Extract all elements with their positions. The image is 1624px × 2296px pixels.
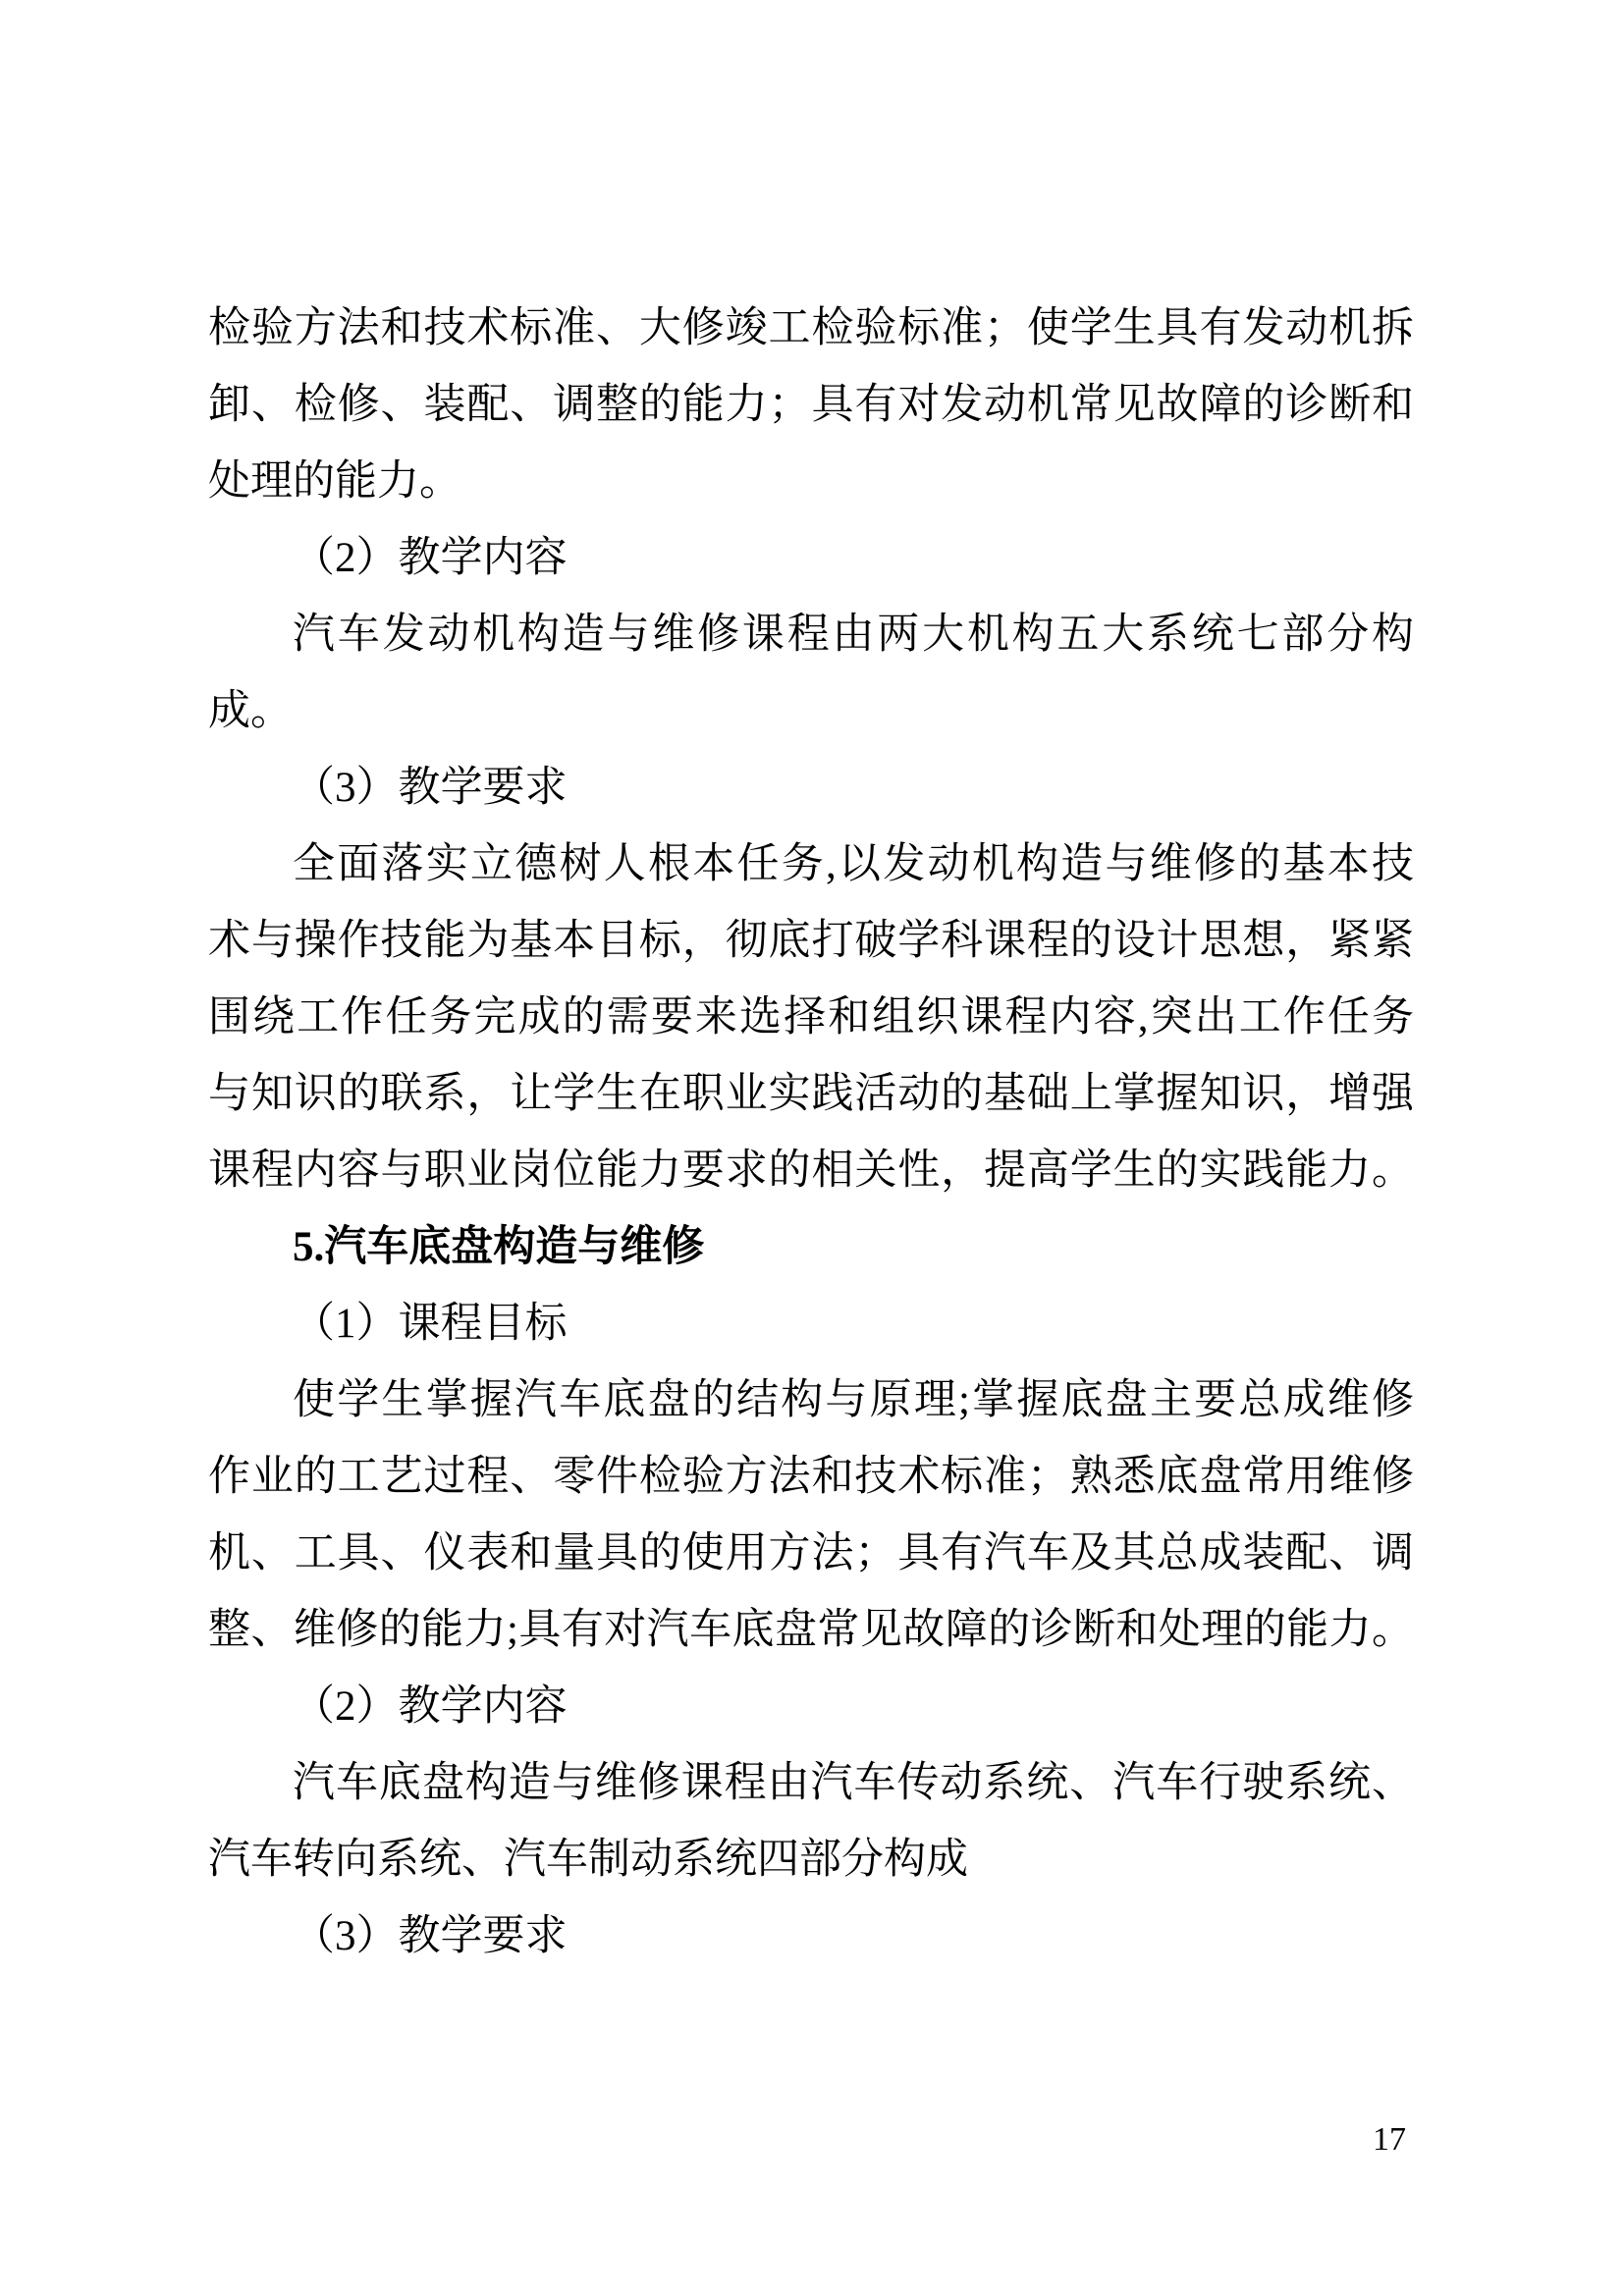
page-number: 17 — [1373, 2121, 1406, 2158]
body-text — [208, 291, 1414, 1975]
text-line: （2）教学内容 — [293, 1683, 568, 1730]
text-line: 汽车发动机构造与维修课程由两大机构五大系统七部分构 — [293, 612, 1414, 658]
text-line: 术与操作技能为基本目标，彻底打破学科课程的设计思想，紧紧 — [208, 918, 1414, 964]
text-line: （2）教学内容 — [293, 535, 568, 581]
text-line: 全面落实立德树人根本任务,以发动机构造与维修的基本技 — [293, 841, 1414, 887]
section-heading: 5.汽车底盘构造与维修 — [293, 1224, 705, 1270]
text-line: 卸、检修、装配、调整的能力；具有对发动机常见故障的诊断和 — [208, 382, 1414, 428]
text-line: 机、工具、仪表和量具的使用方法；具有汽车及其总成装配、调 — [208, 1530, 1414, 1576]
text-line: 与知识的联系，让学生在职业实践活动的基础上掌握知识，增强 — [208, 1071, 1414, 1117]
text-line: 整、维修的能力;具有对汽车底盘常见故障的诊断和处理的能力。 — [208, 1607, 1414, 1653]
text-line: （1）课程目标 — [293, 1301, 568, 1347]
text-line: 汽车底盘构造与维修课程由汽车传动系统、汽车行驶系统、 — [293, 1760, 1414, 1806]
text-line: 检验方法和技术标准、大修竣工检验标准；使学生具有发动机拆 — [208, 305, 1414, 351]
text-line: 围绕工作任务完成的需要来选择和组织课程内容,突出工作任务 — [208, 994, 1414, 1041]
text-line: 处理的能力。 — [208, 458, 461, 505]
text-line: 课程内容与职业岗位能力要求的相关性，提高学生的实践能力。 — [208, 1148, 1414, 1194]
text-line: 使学生掌握汽车底盘的结构与原理;掌握底盘主要总成维修 — [293, 1377, 1414, 1423]
text-line: 汽车转向系统、汽车制动系统四部分构成 — [208, 1837, 968, 1883]
text-line: （3）教学要求 — [293, 1913, 568, 1959]
text-line: 成。 — [208, 688, 293, 734]
text-line: 作业的工艺过程、零件检验方法和技术标准；熟悉底盘常用维修 — [208, 1454, 1414, 1500]
text-line: （3）教学要求 — [293, 765, 568, 811]
